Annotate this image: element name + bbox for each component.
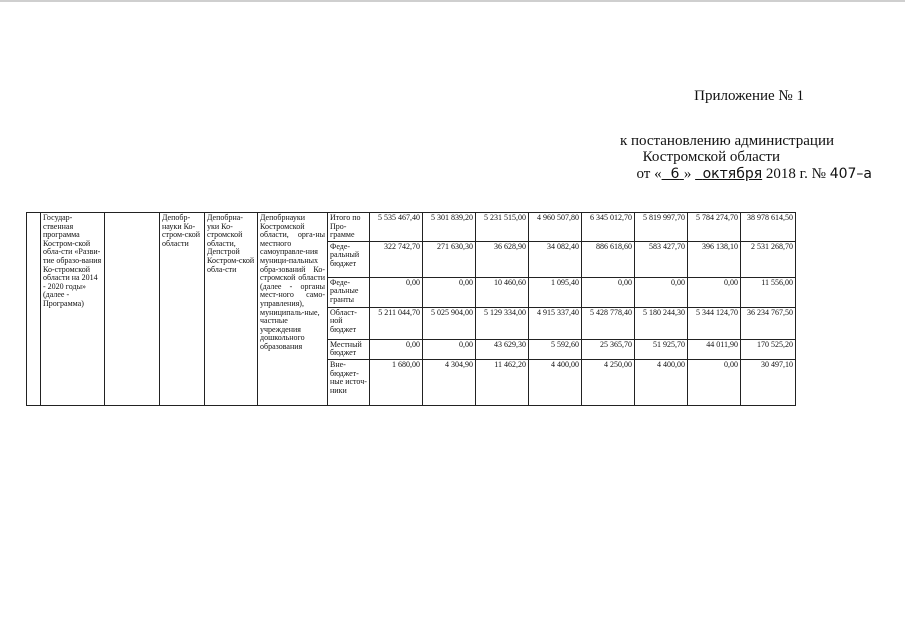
table-cell: 4 960 507,80 <box>529 213 582 242</box>
table-cell: 5 819 997,70 <box>635 213 688 242</box>
table-cell: 5 428 778,40 <box>582 307 635 339</box>
table-cell: 0,00 <box>688 359 741 405</box>
table-cell: 10 460,60 <box>476 277 529 307</box>
decree-month <box>695 166 762 182</box>
table-cell: 51 925,70 <box>635 339 688 359</box>
row-label: Феде-ральный бюджет <box>328 241 370 277</box>
table-cell: 5 129 334,00 <box>476 307 529 339</box>
table-cell: 322 742,70 <box>370 241 423 277</box>
table-cell: 36 628,90 <box>476 241 529 277</box>
table-cell: 1 680,00 <box>370 359 423 405</box>
program-name-cell: Государ-ственная программа Костром-ской обла-сти «Разви-тие образо-вания Ко-стромской области на 2014 - 2020 годы» (далее - Программа) <box>41 213 105 406</box>
table-cell: 43 629,30 <box>476 339 529 359</box>
decree-number: 407–а <box>829 166 872 182</box>
decree-month-value: октября <box>702 166 763 182</box>
table-cell: 4 304,90 <box>423 359 476 405</box>
table-row <box>27 213 796 242</box>
table-cell: 271 630,30 <box>423 241 476 277</box>
table-cell: 5 784 274,70 <box>688 213 741 242</box>
index-cell <box>27 213 41 406</box>
table-cell: 44 011,90 <box>688 339 741 359</box>
empty-cell <box>105 213 160 406</box>
coexecutor-cell: Депобрна-уки Ко-стромской области, Депстрой Костром-ской обла-сти <box>205 213 258 406</box>
table-cell: 5 592,60 <box>529 339 582 359</box>
table-cell: 0,00 <box>370 277 423 307</box>
table-cell: 5 231 515,00 <box>476 213 529 242</box>
row-label: Вне-бюджет-ные источ-ники <box>328 359 370 405</box>
table-cell: 5 301 839,20 <box>423 213 476 242</box>
table-cell: 4 400,00 <box>529 359 582 405</box>
appendix-title: Приложение № 1 <box>694 88 804 104</box>
row-label: Област-ной бюджет <box>328 307 370 339</box>
decree-line: к постановлению администрации <box>619 133 834 149</box>
decree-date-number <box>636 166 872 182</box>
executor-cell: Депобр-науки Ко-стром-ской области <box>160 213 205 406</box>
table-cell: 0,00 <box>423 277 476 307</box>
table-cell: 886 618,60 <box>582 241 635 277</box>
participants-cell: Депобрнауки Костромской области, орга-ны местного самоуправле-ния муници-пальных обра-зований Ко-стромской области (далее - органы мест-ного само-управления), муниципаль-ные, частные учреждения дошкольного образования <box>258 213 328 406</box>
table-cell: 0,00 <box>370 339 423 359</box>
table-cell: 5 344 124,70 <box>688 307 741 339</box>
table-cell: 0,00 <box>423 339 476 359</box>
table-cell: 4 915 337,40 <box>529 307 582 339</box>
table-cell: 0,00 <box>688 277 741 307</box>
date-mid: » <box>683 166 692 182</box>
region-line: Костромской области <box>642 149 780 165</box>
table-cell: 30 497,10 <box>741 359 796 405</box>
table-cell: 6 345 012,70 <box>582 213 635 242</box>
table-cell: 583 427,70 <box>635 241 688 277</box>
table-cell: 5 211 044,70 <box>370 307 423 339</box>
table-cell: 5 025 904,00 <box>423 307 476 339</box>
table-cell: 0,00 <box>635 277 688 307</box>
table-cell: 170 525,20 <box>741 339 796 359</box>
row-label: Итого по Про-грамме <box>328 213 370 242</box>
decree-day-value: 6 <box>670 166 680 182</box>
table-cell: 2 531 268,70 <box>741 241 796 277</box>
table-cell: 5 180 244,30 <box>635 307 688 339</box>
table-cell: 4 400,00 <box>635 359 688 405</box>
table-cell: 5 535 467,40 <box>370 213 423 242</box>
scan-top-edge <box>0 0 905 2</box>
table-cell: 396 138,10 <box>688 241 741 277</box>
table-cell: 1 095,40 <box>529 277 582 307</box>
table-cell: 36 234 767,50 <box>741 307 796 339</box>
table-cell: 38 978 614,50 <box>741 213 796 242</box>
table-cell: 11 462,20 <box>476 359 529 405</box>
table-cell: 25 365,70 <box>582 339 635 359</box>
table-cell: 11 556,00 <box>741 277 796 307</box>
row-label: Местный бюджет <box>328 339 370 359</box>
table-cell: 4 250,00 <box>582 359 635 405</box>
date-prefix: от « <box>636 166 662 182</box>
date-suffix: 2018 г. № <box>762 166 826 182</box>
row-label: Феде-ральные гранты <box>328 277 370 307</box>
decree-day <box>662 166 684 182</box>
funding-table <box>26 212 796 406</box>
table-cell: 0,00 <box>582 277 635 307</box>
table-cell: 34 082,40 <box>529 241 582 277</box>
